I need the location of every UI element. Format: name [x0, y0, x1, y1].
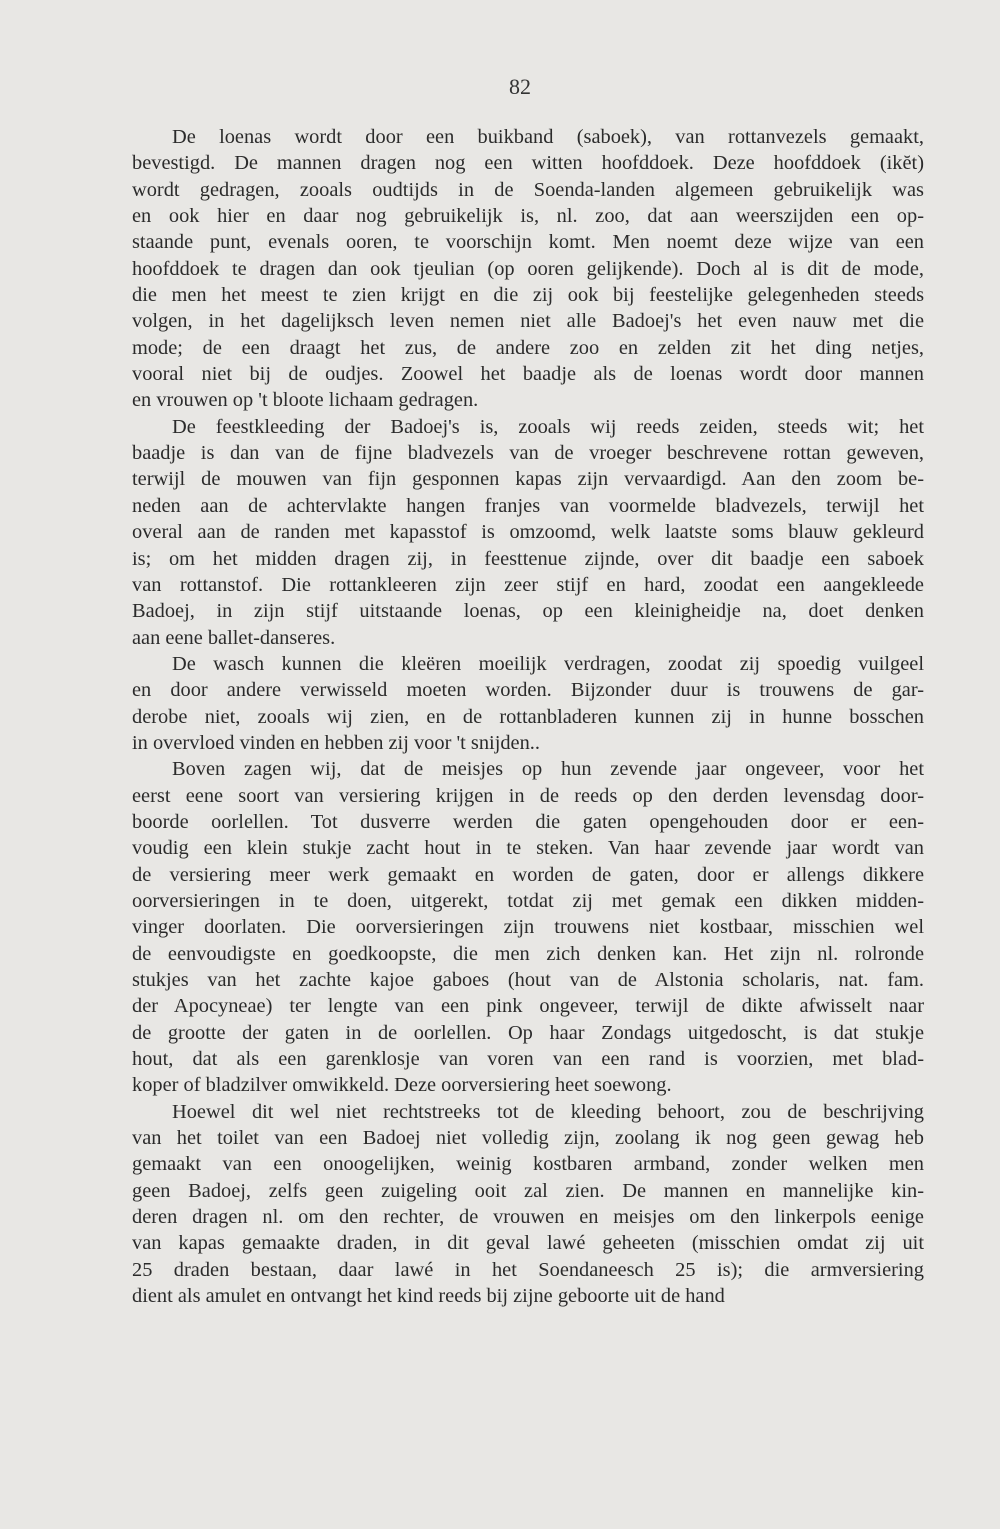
text-line: in overvloed vinden en hebben zij voor 't snijden.. — [132, 731, 540, 754]
text-line: staande punt, evenals ooren, te voorschijn komt. Men noemt deze wijze van een — [132, 231, 924, 254]
text-line: 25 draden bestaan, daar lawé in het Soendaneesch 25 is); die armversiering — [132, 1258, 924, 1281]
paragraph — [132, 124, 924, 414]
text-line: derobe niet, zooals wij zien, en de rottanbladeren kunnen zij in hunne bosschen — [132, 705, 924, 728]
text-line: Hoewel dit wel niet rechtstreeks tot de kleeding behoort, zou de beschrijving — [172, 1100, 924, 1123]
text-line: De loenas wordt door een buikband (saboek), van rottanvezels gemaakt, — [172, 126, 924, 148]
text-line: oorversieringen in te doen, uitgerekt, totdat zij met gemak een dikken midden- — [132, 889, 924, 912]
text-line: bevestigd. De mannen dragen nog een witten hoofddoek. Deze hoofddoek (ikĕt) — [132, 152, 924, 175]
text-line: is; om het midden dragen zij, in feesttenue zijnde, over dit baadje een saboek — [132, 547, 924, 570]
text-line: Badoej, in zijn stijf uitstaande loenas, op een kleinigheidje na, doet denken — [132, 600, 924, 623]
text-line: De feestkleeding der Badoej's is, zooals wij reeds zeiden, steeds wit; het — [172, 415, 924, 438]
text-line: en vrouwen op 't bloote lichaam gedragen. — [132, 389, 479, 412]
text-line: vooral niet bij de oudjes. Zoowel het baadje als de loenas wordt door mannen — [132, 363, 924, 386]
text-line: vinger doorlaten. Die oorversieringen zijn trouwens niet kostbaar, misschien wel — [132, 916, 924, 939]
text-line: koper of bladzilver omwikkeld. Deze oorversiering heet soewong. — [132, 1074, 672, 1097]
text-line: en ook hier en daar nog gebruikelijk is, nl. zoo, dat aan weerszijden een op- — [132, 205, 924, 228]
text-line: Boven zagen wij, dat de meisjes op hun zevende jaar ongeveer, voor het — [172, 758, 924, 781]
page-body-text — [132, 124, 924, 1309]
text-line: mode; de een draagt het zus, de andere zoo en zelden zit het ding netjes, — [132, 336, 924, 359]
text-line: hout, dat als een garenklosje van voren van een rand is voorzien, met blad- — [132, 1048, 924, 1071]
text-line: van rottanstof. Die rottankleeren zijn zeer stijf en hard, zoodat een aangekleede — [132, 573, 924, 596]
text-line: van kapas gemaakte draden, in dit geval lawé geheeten (misschien omdat zij uit — [132, 1232, 924, 1255]
text-line: aan eene ballet-danseres. — [132, 626, 336, 649]
text-line: terwijl de mouwen van fijn gesponnen kapas zijn vervaardigd. Aan den zoom be- — [132, 468, 924, 491]
text-line: eerst eene soort van versiering krijgen in de reeds op den derden levensdag door- — [132, 784, 924, 807]
text-line: De wasch kunnen die kleëren moeilijk verdragen, zoodat zij spoedig vuilgeel — [172, 652, 924, 675]
text-line: stukjes van het zachte kajoe gaboes (hout van de Alstonia scholaris, nat. fam. — [132, 969, 924, 991]
page-number: 82 — [509, 74, 531, 99]
text-line: dient als amulet en ontvangt het kind reeds bij zijne geboorte uit de hand — [132, 1285, 725, 1308]
text-line: geen Badoej, zelfs geen zuigeling ooit zal zien. De mannen en mannelijke kin- — [132, 1179, 924, 1202]
paragraph — [132, 1099, 924, 1310]
paragraph — [132, 414, 924, 651]
text-line: en door andere verwisseld moeten worden. Bijzonder duur is trouwens de gar- — [132, 679, 924, 702]
text-line: van het toilet van een Badoej niet volledig zijn, zoolang ik nog geen gewag heb — [132, 1127, 924, 1150]
text-line: gemaakt van een onoogelijken, weinig kostbaren armband, zonder welken men — [132, 1153, 924, 1176]
paragraph — [132, 651, 924, 756]
text-line: neden aan de achtervlakte hangen franjes van voormelde bladvezels, terwijl het — [132, 494, 924, 517]
text-line: die men het meest te zien krijgt en die zij ook bij feestelijke gelegenheden steeds — [132, 284, 924, 307]
text-line: de grootte der gaten in de oorlellen. Op haar Zondags uitgedoscht, is dat stukje — [132, 1021, 924, 1044]
text-line: baadje is dan van de fijne bladvezels van de vroeger beschrevene rottan geweven, — [132, 442, 924, 465]
text-line: hoofddoek te dragen dan ook tjeulian (op ooren gelijkende). Doch al is dit de mode, — [132, 257, 924, 280]
text-line: voudig een klein stukje zacht hout in te steken. Van haar zevende jaar wordt van — [132, 837, 924, 860]
text-line: de versiering meer werk gemaakt en worden de gaten, door er allengs dikkere — [132, 863, 924, 886]
text-line: boorde oorlellen. Tot dusverre werden die gaten opengehouden door er een- — [132, 810, 924, 833]
text-line: der Apocyneae) ter lengte van een pink ongeveer, terwijl de dikte afwisselt naar — [132, 995, 924, 1018]
text-line: de eenvoudigste en goedkoopste, die men zich denken kan. Het zijn nl. rolronde — [132, 942, 924, 965]
text-line: wordt gedragen, zooals oudtijds in de Soenda-landen algemeen gebruikelijk was — [132, 178, 924, 201]
text-line: deren dragen nl. om den rechter, de vrouwen en meisjes om den linkerpols eenige — [132, 1206, 924, 1229]
text-line: overal aan de randen met kapasstof is omzoomd, welk laatste soms blauw gekleurd — [132, 521, 924, 544]
text-line: volgen, in het dagelijksch leven nemen niet alle Badoej's het even nauw met die — [132, 310, 924, 333]
paragraph — [132, 756, 924, 1098]
